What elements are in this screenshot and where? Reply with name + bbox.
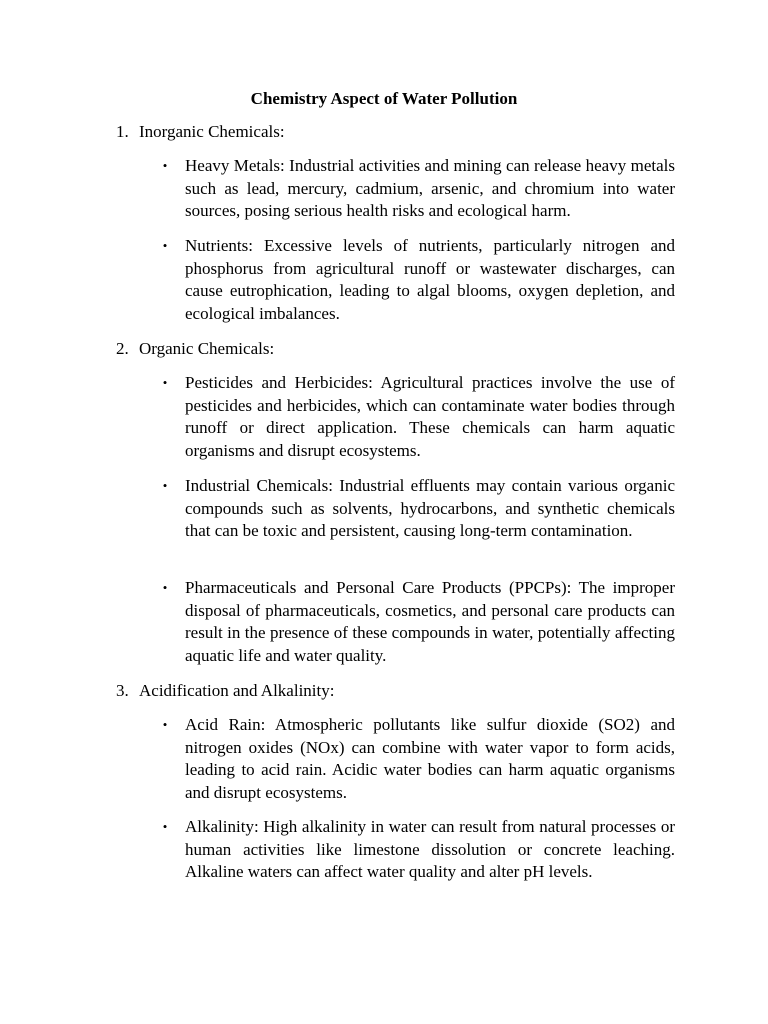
bullet-icon: • (162, 238, 168, 253)
section-heading-inorganic (116, 121, 285, 144)
list-item-ppcps (162, 577, 675, 667)
bullet-icon: • (162, 478, 168, 493)
list-item-text: Pesticides and Herbicides: Agricultural practices involve the use of pesticides and herbicides, which can contaminate water bodies through runoff or direct application. These chemicals can harm aquatic organisms and disrupt ecosystems. (185, 373, 675, 460)
bullet-icon: • (162, 158, 168, 173)
list-item-alkalinity (162, 816, 675, 884)
bullet-icon: • (162, 375, 168, 390)
list-item-text: Nutrients: Excessive levels of nutrients, particularly nitrogen and phosphorus from agricultural runoff or wastewater discharges, can cause eutrophication, leading to algal blooms, oxygen depletion, and ecological imbalances. (185, 236, 675, 323)
list-item-text: Industrial Chemicals: Industrial effluents may contain various organic compounds such as solvents, hydrocarbons, and synthetic chemicals that can be toxic and persistent, causing long-term contamination. (185, 476, 675, 541)
list-item-text: Pharmaceuticals and Personal Care Products (PPCPs): The improper disposal of pharmaceuticals, cosmetics, and personal care products can result in the presence of these compounds in water, potentially affecting aquatic life and water quality. (185, 578, 675, 665)
list-item-text: Acid Rain: Atmospheric pollutants like sulfur dioxide (SO2) and nitrogen oxides (NOx) can combine with water vapor to form acids, leading to acid rain. Acidic water bodies can harm aquatic organisms and disrupt ecosystems. (185, 715, 675, 802)
section-heading-acidification (116, 680, 334, 703)
section-number: 1. (116, 122, 129, 141)
section-title: Organic Chemicals: (139, 339, 275, 358)
section-heading-organic (116, 338, 274, 361)
list-item-acid-rain (162, 714, 675, 804)
list-item-pesticides (162, 372, 675, 462)
list-item-heavy-metals (162, 155, 675, 223)
section-number: 2. (116, 339, 129, 358)
bullet-icon: • (162, 819, 168, 834)
list-item-nutrients (162, 235, 675, 325)
section-title: Inorganic Chemicals: (139, 122, 285, 141)
list-item-text: Alkalinity: High alkalinity in water can result from natural processes or human activities like limestone dissolution or concrete leaching. Alkaline waters can affect water quality and alter pH levels. (185, 817, 675, 882)
list-item-text: Heavy Metals: Industrial activities and mining can release heavy metals such as lead, mercury, cadmium, arsenic, and chromium into water sources, posing serious health risks and ecological harm. (185, 156, 675, 221)
document-title: Chemistry Aspect of Water Pollution (250, 89, 518, 108)
bullet-icon: • (162, 580, 168, 595)
section-title: Acidification and Alkalinity: (139, 681, 335, 700)
list-item-industrial-chemicals (162, 475, 675, 543)
section-number: 3. (116, 681, 129, 700)
bullet-icon: • (162, 717, 168, 732)
